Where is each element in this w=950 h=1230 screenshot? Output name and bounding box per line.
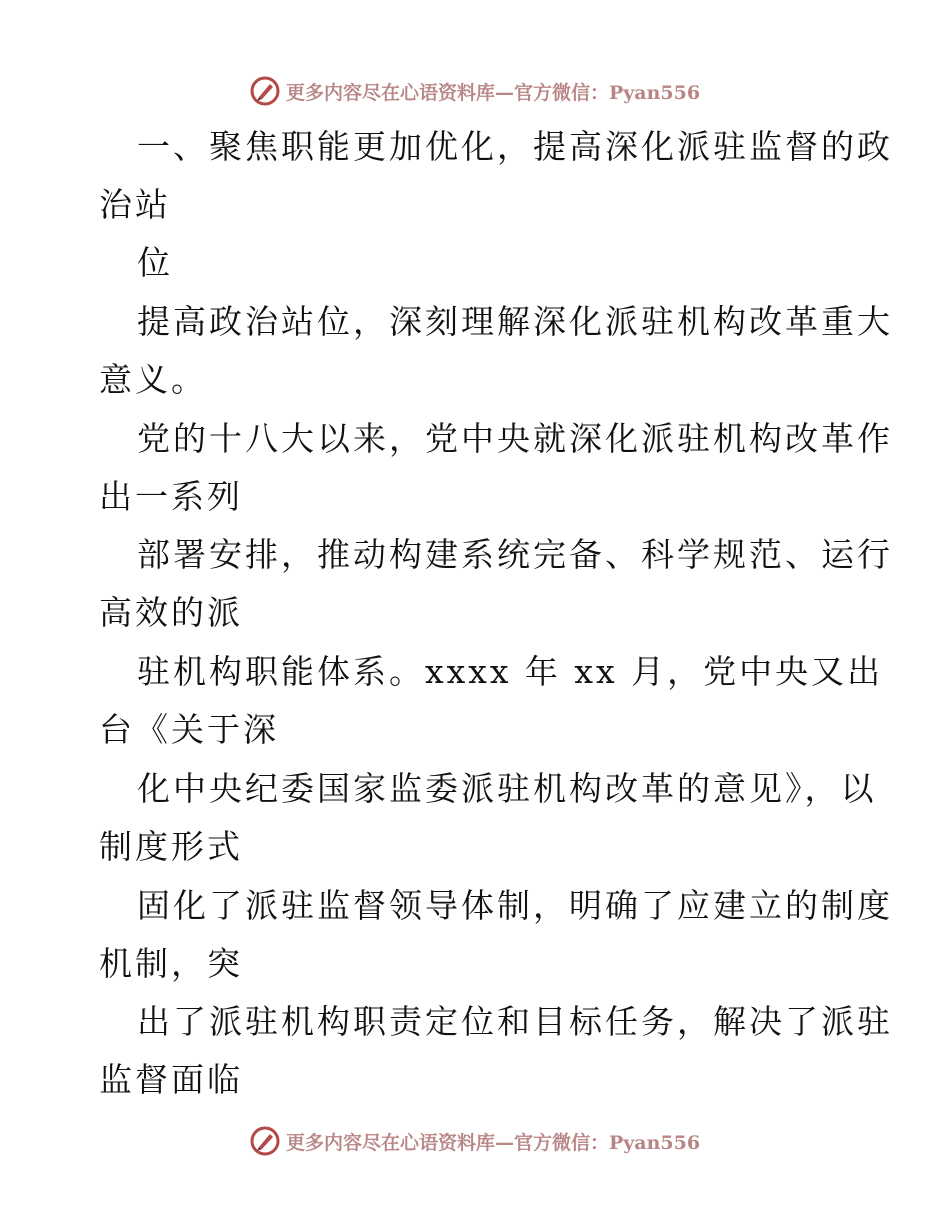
pen-logo-icon — [250, 1126, 280, 1156]
watermark-text: 更多内容尽在心语资料库—官方微信：Pyan556 — [285, 81, 701, 104]
pen-logo-icon — [250, 76, 280, 106]
heading-line-continued: 位 — [137, 243, 173, 282]
paragraph-line: 高效的派 — [99, 593, 243, 632]
paragraph-line: 制度形式 — [99, 827, 243, 866]
paragraph-line: 台《关于深 — [99, 710, 279, 749]
paragraph-line: 党的十八大以来，党中央就深化派驻机构改革作 — [137, 419, 893, 458]
paragraph-line: 机制，突 — [99, 944, 243, 983]
heading-line-continued: 治站 — [99, 185, 171, 224]
watermark-text: 更多内容尽在心语资料库—官方微信：Pyan556 — [285, 1131, 701, 1154]
paragraph-line: 部署安排，推动构建系统完备、科学规范、运行 — [137, 535, 893, 574]
paragraph-line: 化中央纪委国家监委派驻机构改革的意见》，以 — [137, 769, 877, 808]
heading-line: 一、聚焦职能更加优化，提高深化派驻监督的政 — [137, 127, 893, 166]
paragraph-line: 监督面临 — [99, 1060, 243, 1099]
paragraph-line: 出了派驻机构职责定位和目标任务，解决了派驻 — [137, 1002, 893, 1041]
paragraph-line: 出一系列 — [99, 477, 243, 516]
footer-watermark — [0, 1121, 950, 1161]
paragraph-line: 固化了派驻监督领导体制，明确了应建立的制度 — [137, 886, 893, 925]
paragraph-line: 驻机构职能体系。xxxx 年 xx 月，党中央又出 — [137, 652, 884, 691]
paragraph-line: 提高政治站位，深刻理解深化派驻机构改革重大 — [137, 302, 893, 341]
header-watermark — [0, 71, 950, 111]
paragraph-line: 意义。 — [99, 360, 207, 399]
